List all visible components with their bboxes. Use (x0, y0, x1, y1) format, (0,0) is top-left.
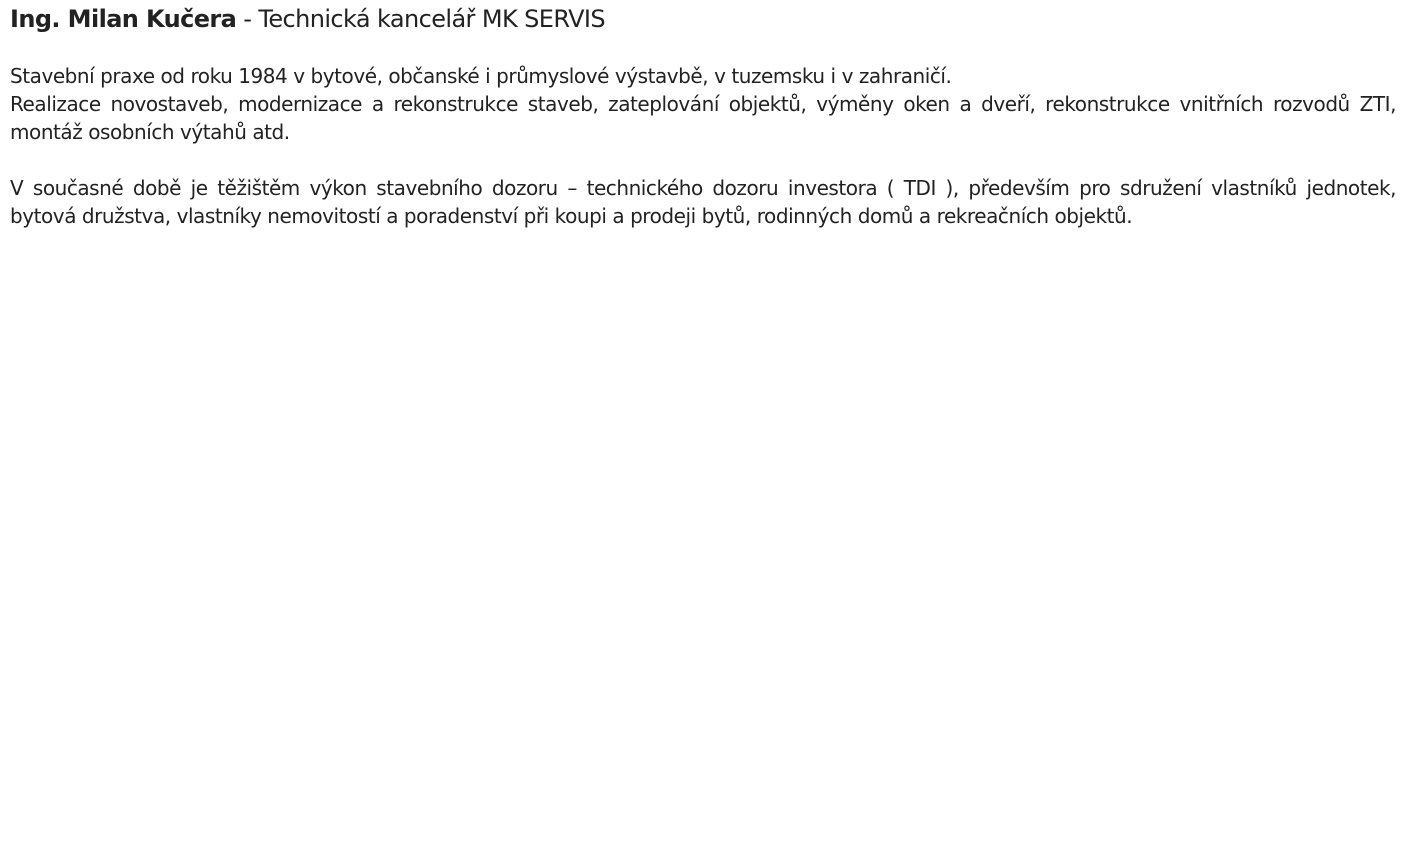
page-content (10, 0, 1396, 230)
experience-paragraph: Stavební praxe od roku 1984 v bytové, občanské i průmyslové výstavbě, v tuzemsku i v zahraničí. (10, 64, 952, 88)
company-name: Technická kancelář MK SERVIS (258, 5, 606, 33)
services-paragraph: Realizace novostaveb, modernizace a rekonstrukce staveb, zateplování objektů, výměny oken a dveří, rekonstrukce vnitřních rozvodů ZTI, montáž osobních výtahů atd. (10, 92, 1396, 144)
current-focus-paragraph: V současné době je těžištěm výkon stavebního dozoru – technického dozoru investora ( TDI ), především pro sdružení vlastníků jednotek, bytová družstva, vlastníky nemovitostí a poradenství při koupi a prodeji bytů, rodinných domů a rekreačních objektů. (10, 176, 1396, 228)
title-separator: - (236, 5, 259, 33)
person-name: Ing. Milan Kučera (10, 5, 237, 33)
page-title (10, 4, 1396, 34)
